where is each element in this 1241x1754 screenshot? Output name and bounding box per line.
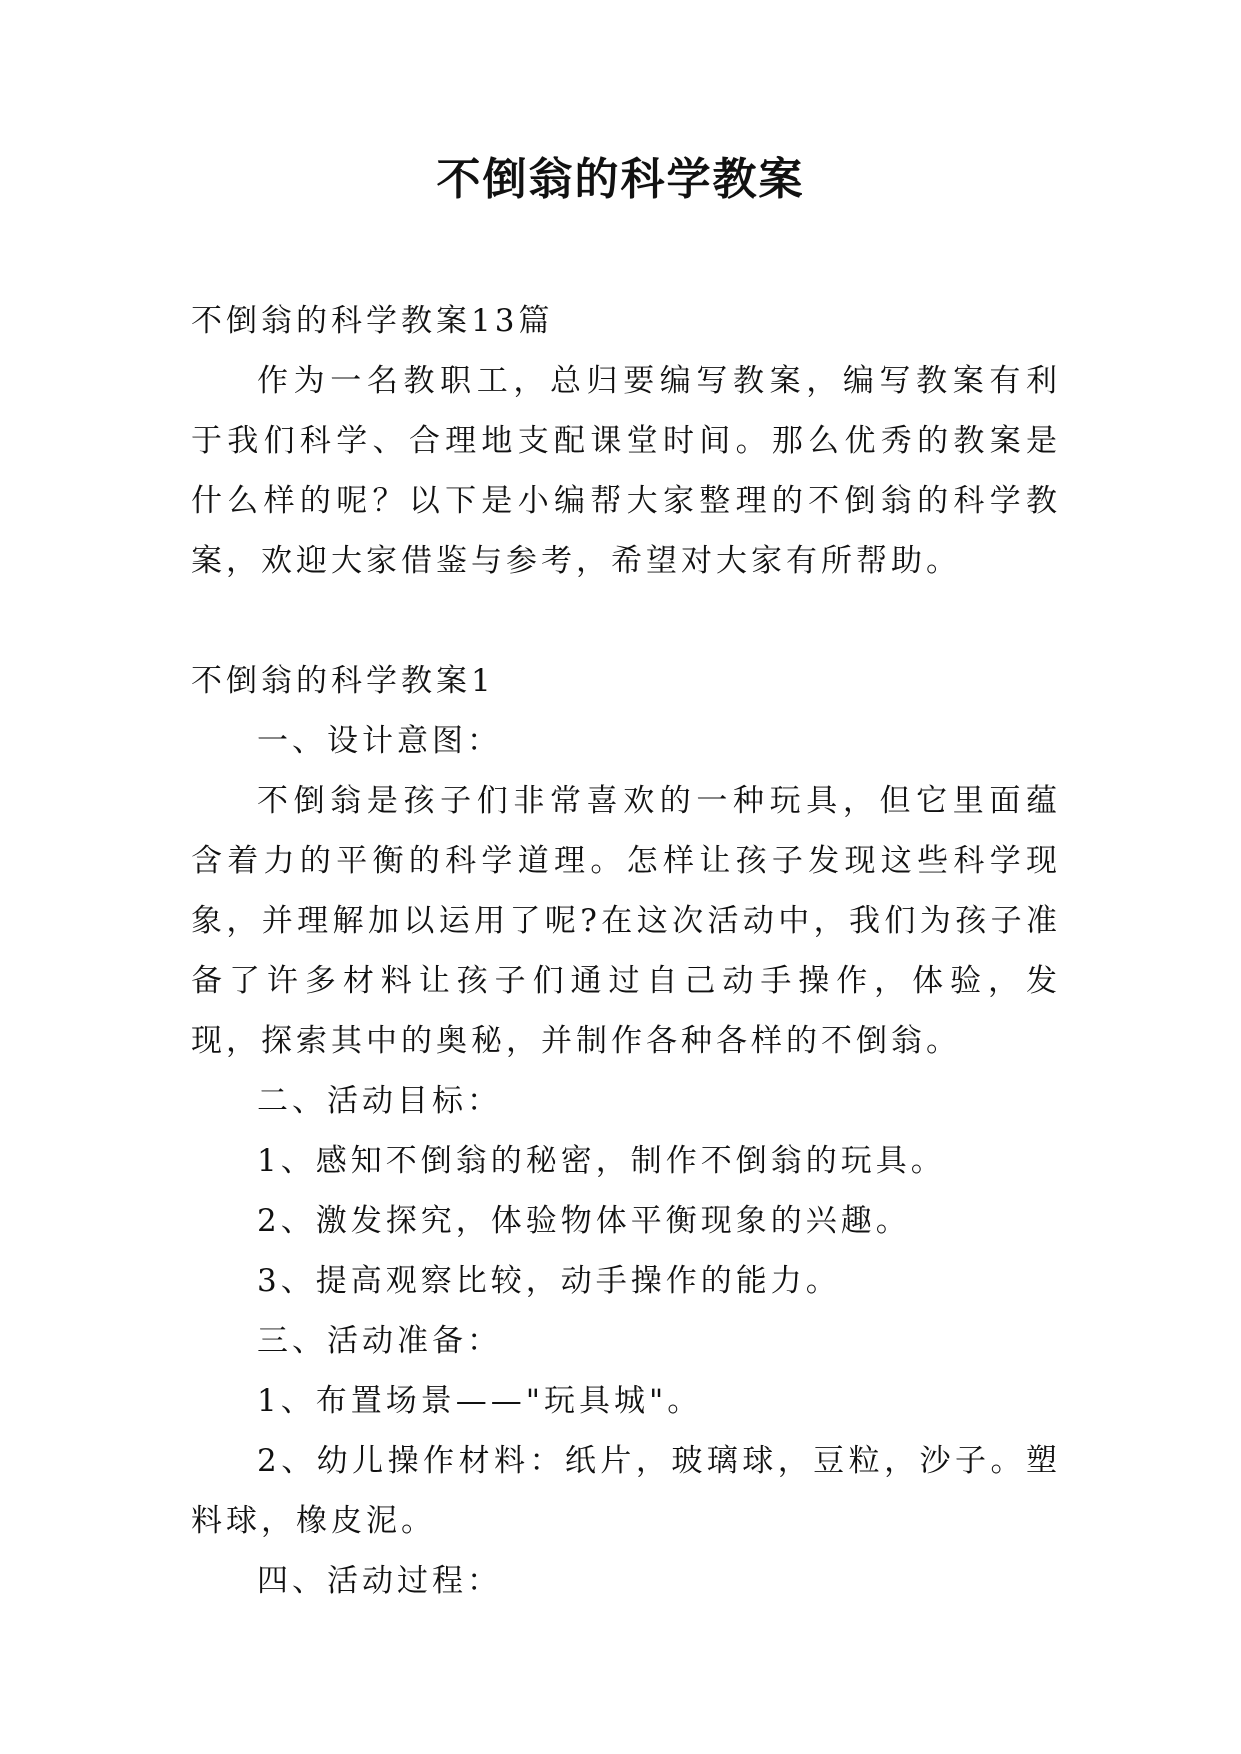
heading-design-intent: 一、设计意图： xyxy=(257,723,502,759)
intro-paragraph: 作为一名教职工，总归要编写教案，编写教案有利于我们科学、合理地支配课堂时间。那么优秀的教案是什么样的呢？以下是小编帮大家整理的不倒翁的科学教案，欢迎大家借鉴与参考，希望对大家有所帮助。 xyxy=(191,363,1061,579)
heading-activity-process: 四、活动过程： xyxy=(257,1563,502,1599)
paragraph-gap xyxy=(191,591,1061,651)
document-body xyxy=(191,291,1061,1611)
goal-item: 3、提高观察比较，动手操作的能力。 xyxy=(257,1263,841,1299)
section-title: 不倒翁的科学教案1 xyxy=(191,663,495,699)
heading-activity-goals: 二、活动目标： xyxy=(257,1083,502,1119)
heading-activity-preparation: 三、活动准备： xyxy=(257,1323,502,1359)
goal-item: 2、激发探究，体验物体平衡现象的兴趣。 xyxy=(257,1203,911,1239)
preparation-item: 2、幼儿操作材料：纸片，玻璃球，豆粒，沙子。塑料球，橡皮泥。 xyxy=(191,1443,1061,1539)
preparation-item: 1、布置场景——"玩具城"。 xyxy=(257,1383,703,1419)
document-title: 不倒翁的科学教案 xyxy=(436,154,805,205)
subtitle-line: 不倒翁的科学教案13篇 xyxy=(191,303,554,339)
goal-item: 1、感知不倒翁的秘密，制作不倒翁的玩具。 xyxy=(257,1143,946,1179)
design-intent-paragraph: 不倒翁是孩子们非常喜欢的一种玩具，但它里面蕴含着力的平衡的科学道理。怎样让孩子发现这些科学现象，并理解加以运用了呢?在这次活动中，我们为孩子准备了许多材料让孩子们通过自己动手操作，体验，发现，探索其中的奥秘，并制作各种各样的不倒翁。 xyxy=(191,783,1061,1059)
